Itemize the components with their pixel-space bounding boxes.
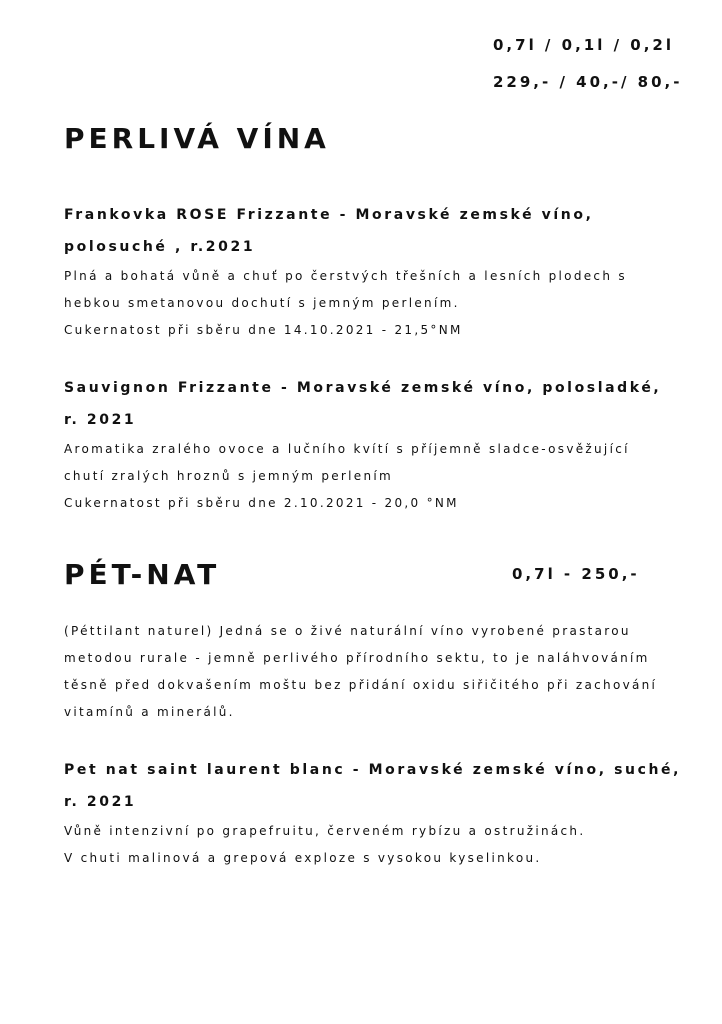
wine-title — [64, 199, 627, 263]
desc-line: V chuti malinová a grepová exploze s vysokou kyselinkou. — [64, 851, 542, 865]
desc-line: Plná a bohatá vůně a chuť po čerstvých třešních a lesních plodech s — [64, 269, 627, 283]
intro-line: vitamínů a minerálů. — [64, 705, 235, 719]
wine-item-frankovka — [64, 199, 627, 344]
title-line: Frankovka ROSE Frizzante - Moravské zemské víno, — [64, 207, 594, 223]
wine-item-petnat — [64, 754, 681, 872]
wine-description — [64, 818, 681, 872]
title-line: r. 2021 — [64, 794, 137, 810]
desc-line: Cukernatost při sběru dne 14.10.2021 - 21,5°NM — [64, 323, 463, 337]
petnat-price: 0,7l - 250,- — [512, 565, 640, 583]
desc-line: chutí zralých hroznů s jemným perlením — [64, 469, 394, 483]
intro-line: (Péttilant naturel) Jedná se o živé naturální víno vyrobené prastarou — [64, 624, 631, 638]
desc-line: Cukernatost při sběru dne 2.10.2021 - 20,0 °NM — [64, 496, 459, 510]
title-line: r. 2021 — [64, 412, 137, 428]
section-heading-perliva: PERLIVÁ VÍNA — [64, 122, 330, 155]
price-values: 229,- / 40,-/ 80,- — [493, 73, 683, 91]
title-line: Sauvignon Frizzante - Moravské zemské víno, polosladké, — [64, 380, 662, 396]
wine-item-sauvignon — [64, 372, 661, 517]
title-line: Pet nat saint laurent blanc - Moravské zemské víno, suché, — [64, 762, 682, 778]
petnat-intro — [64, 618, 657, 726]
section-heading-petnat: PÉT-NAT — [64, 558, 221, 591]
intro-line: metodou rurale - jemně perlivého přírodního sektu, to je naláhvováním — [64, 651, 650, 665]
wine-description — [64, 436, 661, 517]
desc-line: hebkou smetanovou dochutí s jemným perlením. — [64, 296, 460, 310]
title-line: polosuché , r.2021 — [64, 239, 256, 255]
wine-description — [64, 263, 627, 344]
price-sizes: 0,7l / 0,1l / 0,2l — [493, 36, 674, 54]
wine-title — [64, 754, 681, 818]
desc-line: Vůně intenzivní po grapefruitu, červeném rybízu a ostružinách. — [64, 824, 586, 838]
intro-line: těsně před dokvašením moštu bez přidání oxidu siřičitého při zachování — [64, 678, 658, 692]
wine-title — [64, 372, 661, 436]
desc-line: Aromatika zralého ovoce a lučního kvítí s příjemně sladce-osvěžující — [64, 442, 630, 456]
